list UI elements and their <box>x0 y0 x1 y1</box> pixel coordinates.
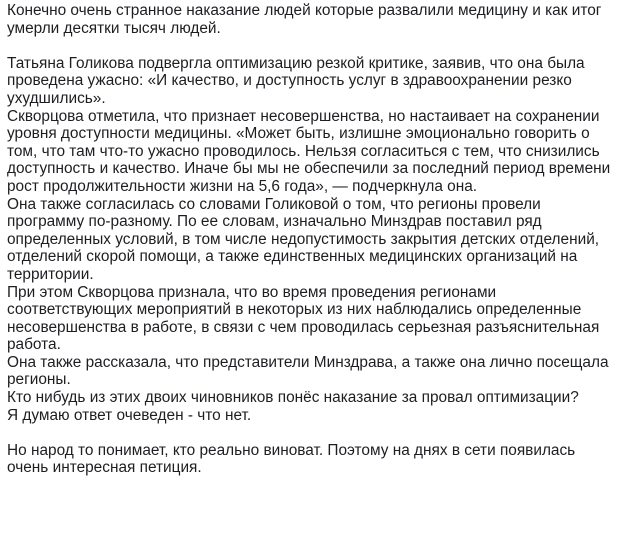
paragraph-intro: Конечно очень странное наказание людей которые развалили медицину и как итог умерли десятки тысяч людей. <box>7 2 602 37</box>
paragraph-spacer <box>7 424 617 442</box>
paragraph-golikova: Татьяна Голикова подвергла оптимизацию резкой критике, заявив, что она была проведена ужасно: «И качество, и доступность услуг в здравоохранении резко ухудшились». <box>7 54 585 107</box>
paragraph-petition: Но народ то понимает, кто реально виноват. Поэтому на днях в сети появилась очень интересная петиция. <box>7 441 576 477</box>
paragraph-regions: Она также согласилась со словами Голиковой о том, что регионы провели программу по-разному. По ее словам, изначально Минздрав поставил ряд определенных условий, в том числе недопустимость закрытия детских отделений, отделений скорой помощи, а также единственных медицинских организаций на территории. <box>7 195 600 283</box>
paragraph-skvortsova: Скворцова отметила, что признает несовершенства, но настаивает на сохранении уровня доступности медицины. «Может быть, излишне эмоционально говорить о том, что там что-то ужасно проводилось. Нельзя согласиться с тем, что снизились доступность и качество. Иначе бы мы не обеспечили за последний период времени рост продолжительности жизни на 5,6 года», — подчеркнула она. <box>7 107 611 195</box>
paragraph-question: Кто нибудь из этих двоих чиновников понёс наказание за провал оптимизации? <box>7 389 579 407</box>
paragraph-imperfections: При этом Скворцова признала, что во время проведения регионами соответствующих мероприятий в некоторых из них наблюдались определенные несовершенства в работе, в связи с чем проводилась серьезная разъяснительная работа. <box>7 283 600 354</box>
paragraph-visits: Она также рассказала, что представители Минздрава, а также она лично посещала регионы. <box>7 353 609 389</box>
paragraph-spacer <box>7 37 617 55</box>
paragraph-answer: Я думаю ответ очеведен - что нет. <box>7 406 252 424</box>
